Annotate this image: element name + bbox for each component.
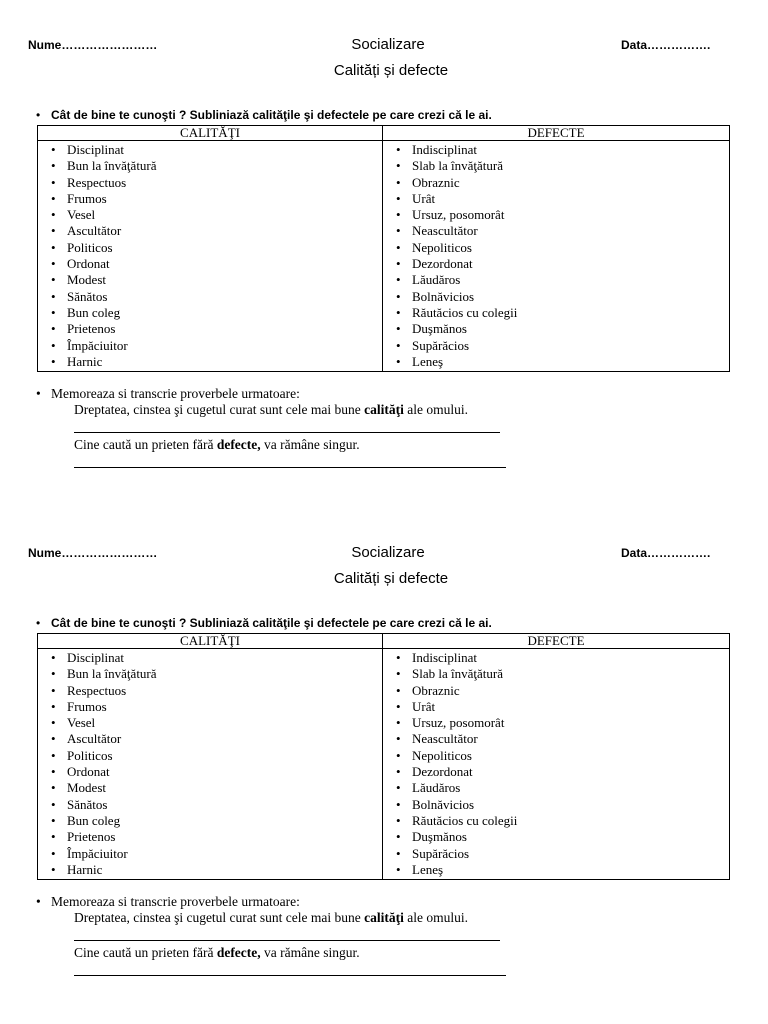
list-item[interactable]: • Lăudăros [396, 780, 729, 796]
list-item[interactable]: • Dezordonat [396, 256, 729, 272]
list-item[interactable]: • Vesel [51, 207, 382, 223]
answer-line-1[interactable] [74, 432, 500, 433]
list-item[interactable]: • Bolnăvicios [396, 797, 729, 813]
worksheet-title: Calități și defecte [333, 62, 449, 79]
worksheet-copy-2 [0, 508, 768, 1008]
list-item[interactable]: • Ursuz, posomorât [396, 207, 729, 223]
proverb-1-keyword: calităţi [364, 910, 404, 925]
list-item[interactable]: • Frumos [51, 191, 382, 207]
proverb-2-text: Cine caută un prieten fără [74, 945, 217, 960]
proverb-2-keyword: defecte, [216, 945, 261, 960]
list-item[interactable]: • Dezordonat [396, 764, 729, 780]
list-item[interactable]: • Nepoliticos [396, 240, 729, 256]
list-item[interactable]: • Obraznic [396, 683, 729, 699]
defecte-list [383, 142, 729, 370]
list-item[interactable]: • Împăciuitor [51, 338, 382, 354]
list-item[interactable]: • Neascultător [396, 731, 729, 747]
list-item[interactable]: • Politicos [51, 240, 382, 256]
proverb-2-end: va rămâne singur. [260, 437, 360, 452]
list-item[interactable]: • Lăudăros [396, 272, 729, 288]
list-item[interactable]: • Duşmănos [396, 829, 729, 845]
list-item[interactable]: • Indisciplinat [396, 650, 729, 666]
list-item[interactable]: • Răutăcios cu colegii [396, 305, 729, 321]
proverb-1-end: ale omului. [403, 402, 469, 417]
worksheet-title: Calități și defecte [333, 570, 449, 587]
bullet-icon: • [36, 894, 41, 909]
column-header-calitati: CALITĂŢI [38, 126, 383, 141]
proverb-2-text: Cine caută un prieten fără [74, 437, 217, 452]
list-item[interactable]: • Urât [396, 699, 729, 715]
question-1-text: Cât de bine te cunoşti ? Subliniază calităţile şi defectele pe care crezi că le ai. [51, 616, 492, 630]
list-item[interactable]: • Harnic [51, 862, 382, 878]
date-field: Data……………. [621, 38, 711, 52]
list-item[interactable]: • Modest [51, 272, 382, 288]
question-1 [36, 108, 492, 122]
proverb-1-text: Dreptatea, cinstea şi cugetul curat sunt cele mai bune [74, 910, 365, 925]
bullet-icon: • [36, 616, 41, 630]
defecte-cell [383, 649, 730, 880]
proverb-1 [74, 402, 468, 418]
proverb-1-text: Dreptatea, cinstea şi cugetul curat sunt cele mai bune [74, 402, 365, 417]
list-item[interactable]: • Indisciplinat [396, 142, 729, 158]
list-item[interactable]: • Urât [396, 191, 729, 207]
list-item[interactable]: • Neascultător [396, 223, 729, 239]
name-field: Nume…………………… [28, 38, 158, 52]
list-item[interactable]: • Slab la învăţătură [396, 666, 729, 682]
list-item[interactable]: • Politicos [51, 748, 382, 764]
list-item[interactable]: • Vesel [51, 715, 382, 731]
list-item[interactable]: • Leneş [396, 354, 729, 370]
defecte-cell [383, 141, 730, 372]
list-item[interactable]: • Supărăcios [396, 846, 729, 862]
name-field: Nume…………………… [28, 546, 158, 560]
list-item[interactable]: • Ascultător [51, 223, 382, 239]
list-item[interactable]: • Disciplinat [51, 142, 382, 158]
proverb-2-end: va rămâne singur. [260, 945, 360, 960]
list-item[interactable]: • Bun coleg [51, 813, 382, 829]
list-item[interactable]: • Bun la învăţătură [51, 666, 382, 682]
question-1-text: Cât de bine te cunoşti ? Subliniază calităţile şi defectele pe care crezi că le ai. [51, 108, 492, 122]
list-item[interactable]: • Ascultător [51, 731, 382, 747]
question-2 [36, 894, 300, 910]
bullet-icon: • [36, 386, 41, 401]
answer-line-2[interactable] [74, 467, 506, 468]
list-item[interactable]: • Respectuos [51, 175, 382, 191]
proverb-2 [74, 437, 360, 453]
list-item[interactable]: • Leneş [396, 862, 729, 878]
list-item[interactable]: • Prietenos [51, 829, 382, 845]
calitati-list [38, 142, 382, 370]
list-item[interactable]: • Bun coleg [51, 305, 382, 321]
column-header-calitati: CALITĂŢI [38, 634, 383, 649]
answer-line-1[interactable] [74, 940, 500, 941]
subject-heading: Socializare [351, 544, 425, 561]
list-item[interactable]: • Bun la învăţătură [51, 158, 382, 174]
bullet-icon: • [36, 108, 41, 122]
list-item[interactable]: • Sănătos [51, 289, 382, 305]
list-item[interactable]: • Harnic [51, 354, 382, 370]
date-field: Data……………. [621, 546, 711, 560]
question-2-text: Memoreaza si transcrie proverbele urmatoare: [51, 386, 300, 401]
list-item[interactable]: • Ordonat [51, 256, 382, 272]
list-item[interactable]: • Slab la învăţătură [396, 158, 729, 174]
list-item[interactable]: • Modest [51, 780, 382, 796]
traits-table [37, 125, 730, 372]
calitati-cell [38, 141, 383, 372]
question-2 [36, 386, 300, 402]
worksheet-copy-1 [0, 0, 768, 500]
proverb-2 [74, 945, 360, 961]
list-item[interactable]: • Disciplinat [51, 650, 382, 666]
proverb-1-keyword: calităţi [364, 402, 404, 417]
proverb-2-keyword: defecte, [216, 437, 261, 452]
defecte-list [383, 650, 729, 878]
question-2-text: Memoreaza si transcrie proverbele urmatoare: [51, 894, 300, 909]
list-item[interactable]: • Ursuz, posomorât [396, 715, 729, 731]
proverb-1 [74, 910, 468, 926]
list-item[interactable]: • Supărăcios [396, 338, 729, 354]
list-item[interactable]: • Respectuos [51, 683, 382, 699]
question-1 [36, 616, 492, 630]
list-item[interactable]: • Împăciuitor [51, 846, 382, 862]
proverb-1-end: ale omului. [403, 910, 469, 925]
calitati-list [38, 650, 382, 878]
list-item[interactable]: • Sănătos [51, 797, 382, 813]
list-item[interactable]: • Ordonat [51, 764, 382, 780]
list-item[interactable]: • Obraznic [396, 175, 729, 191]
list-item[interactable]: • Duşmănos [396, 321, 729, 337]
answer-line-2[interactable] [74, 975, 506, 976]
column-header-defecte: DEFECTE [383, 126, 730, 141]
calitati-cell [38, 649, 383, 880]
list-item[interactable]: • Bolnăvicios [396, 289, 729, 305]
traits-table [37, 633, 730, 880]
list-item[interactable]: • Prietenos [51, 321, 382, 337]
list-item[interactable]: • Răutăcios cu colegii [396, 813, 729, 829]
list-item[interactable]: • Frumos [51, 699, 382, 715]
column-header-defecte: DEFECTE [383, 634, 730, 649]
list-item[interactable]: • Nepoliticos [396, 748, 729, 764]
subject-heading: Socializare [351, 36, 425, 53]
